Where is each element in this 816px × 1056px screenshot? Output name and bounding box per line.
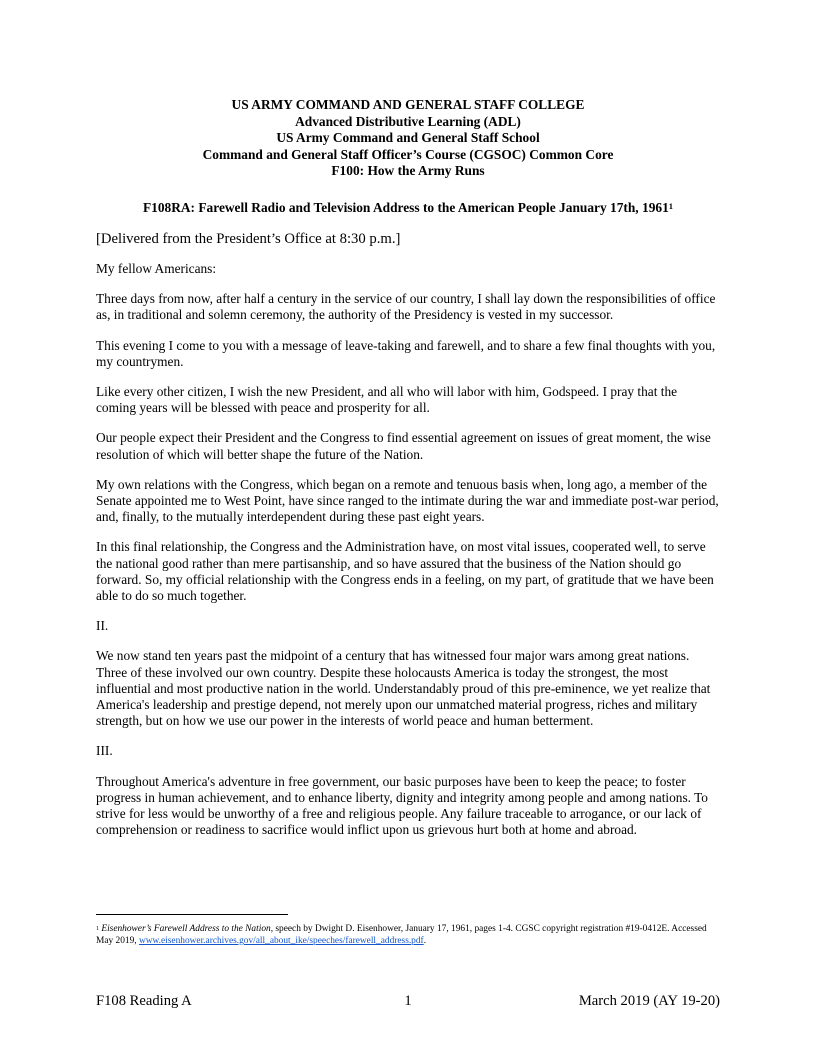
school-name: US Army Command and General Staff School — [276, 130, 540, 146]
footnote-reference[interactable]: 1 — [668, 201, 674, 211]
document-date: March 2019 (AY 19-20) — [578, 993, 720, 1009]
footnote-link[interactable]: www.eisenhower.archives.gov/all_about_ike/speeches/farewell_address.pdf — [138, 936, 424, 946]
page-number: 1 — [404, 993, 412, 1009]
speech-body — [96, 231, 720, 852]
footnote-source-title: Eisenhower’s Farewell Address to the Nation, — [101, 924, 274, 934]
program-name: Advanced Distributive Learning (ADL) — [295, 113, 521, 129]
document-page — [96, 0, 720, 1056]
salutation: My fellow Americans: — [96, 261, 217, 276]
page-footer — [96, 993, 720, 1011]
reading-title-text: F108RA: Farewell Radio and Television Address to the American People January 17th, 1961 — [142, 200, 669, 215]
document-header — [96, 97, 720, 180]
footnote-divider — [96, 914, 288, 915]
paragraph: We now stand ten years past the midpoint of a century that has witnessed four major wars among great nations. Three of these involved our own country. Despite these holocausts America is today the strongest, the most influential and most productive nation in the world. Understandably proud of this pre-eminence, we yet realize that America's leadership and prestige depend, not merely upon our unmatched material progress, riches and military strength, but on how we use our power in the interests of world peace and human betterment. — [96, 648, 711, 729]
footnote-citation: speech by Dwight D. Eisenhower, January 17, 1961, pages 1-4. CGSC copyright registration #19-0412E. Accessed May 2019, — [96, 924, 707, 946]
course-name: Command and General Staff Officer’s Course (CGSOC) Common Core — [202, 146, 614, 162]
college-name: US ARMY COMMAND AND GENERAL STAFF COLLEGE — [231, 97, 585, 112]
reading-id: F108 Reading A — [96, 993, 192, 1009]
paragraph: Like every other citizen, I wish the new President, and all who will labor with him, Godspeed. I pray that the coming years will be blessed with peace and prosperity for all. — [96, 384, 678, 416]
paragraph: In this final relationship, the Congress and the Administration have, on most vital issues, cooperated well, to serve the national good rather than mere partisanship, and so have assured that the business of the Nation should go forward. So, my official relationship with the Congress ends in a feeling, on my part, of gratitude that we have been able to do so much together. — [96, 539, 714, 604]
footnote-number: 1 — [96, 926, 99, 932]
delivery-note: [Delivered from the President’s Office at 8:30 p.m.] — [96, 231, 401, 247]
reading-title — [96, 200, 720, 216]
paragraph: Three days from now, after half a century in the service of our country, I shall lay down the responsibilities of office as, in traditional and solemn ceremony, the authority of the Presidency is vested in my successor. — [96, 291, 716, 323]
paragraph: Throughout America's adventure in free government, our basic purposes have been to keep the peace; to foster progress in human achievement, and to enhance liberty, dignity and integrity among people and among nations. To strive for less would be unworthy of a free and religious people. Any failure traceable to arrogance, or our lack of comprehension or readiness to sacrifice would inflict upon us grievous hurt both at home and abroad. — [96, 773, 708, 838]
section-heading-ii: II. — [96, 618, 109, 634]
section-heading-iii: III. — [96, 743, 113, 759]
module-name: F100: How the Army Runs — [331, 163, 485, 179]
paragraph: This evening I come to you with a message of leave-taking and farewell, and to share a few final thoughts with you, my countrymen. — [96, 337, 716, 369]
paragraph: Our people expect their President and the Congress to find essential agreement on issues of great moment, the wise resolution of which will better shape the future of the Nation. — [96, 430, 711, 462]
footnote-end: . — [423, 936, 427, 946]
footnote — [96, 923, 720, 947]
paragraph: My own relations with the Congress, which began on a remote and tenuous basis when, long ago, a member of the Senate appointed me to West Point, have since ranged to the intimate during the war and immediate post-war period, and, finally, to the mutually interdependent during these past eight years. — [96, 476, 719, 525]
